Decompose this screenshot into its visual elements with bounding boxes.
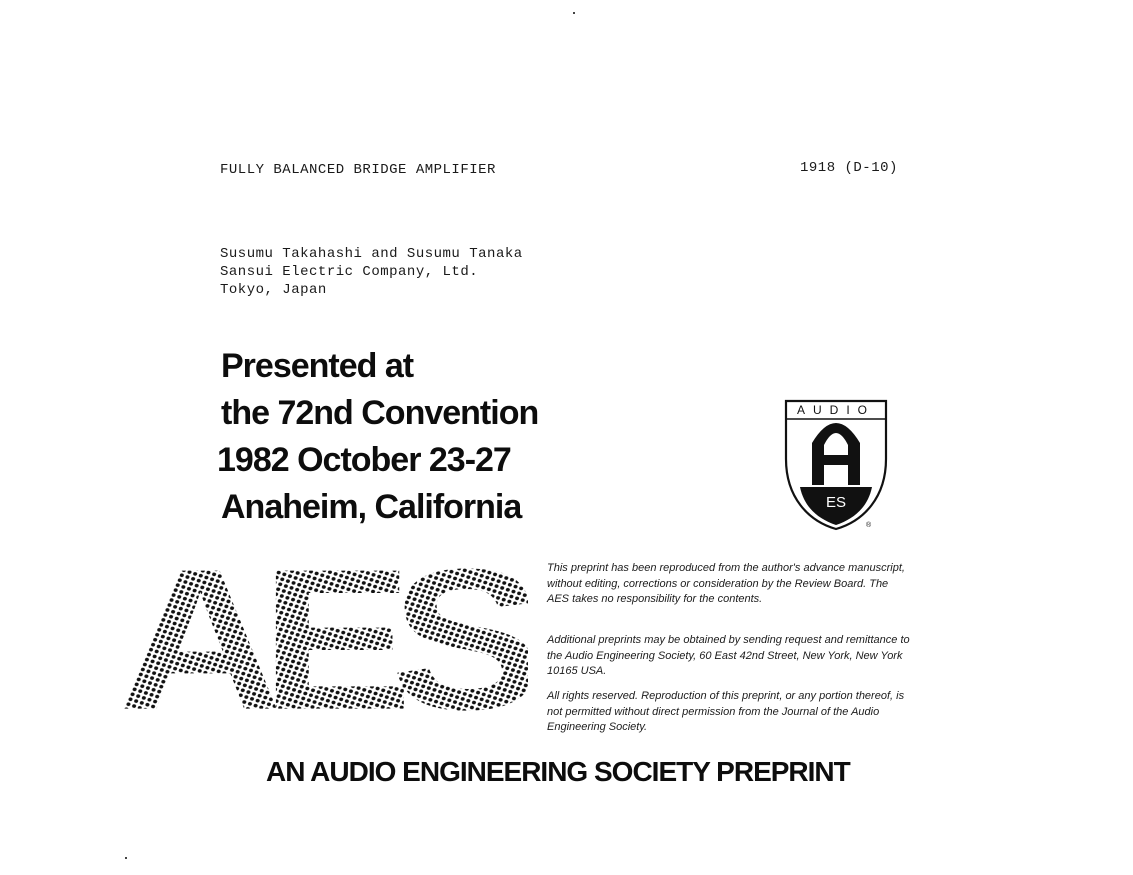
paper-title: FULLY BALANCED BRIDGE AMPLIFIER [220, 162, 496, 178]
author-names: Susumu Takahashi and Susumu Tanaka [220, 246, 523, 262]
registered-mark: ® [866, 522, 872, 529]
aes-shield-logo [782, 399, 894, 533]
scan-speck [573, 12, 575, 14]
logo-bottom-text: ES [825, 494, 847, 511]
convention-line-presented: Presented at [221, 347, 414, 385]
convention-line-date: 1982 October 23-27 [217, 441, 511, 479]
aes-halftone-mark [118, 552, 528, 737]
author-company: Sansui Electric Company, Ltd. [220, 264, 479, 280]
convention-line-number: the 72nd Convention [221, 394, 539, 432]
footer-banner: AN AUDIO ENGINEERING SOCIETY PREPRINT [266, 756, 850, 787]
logo-top-text: AUDIO [796, 403, 876, 417]
aes-big-letters: AES [118, 552, 521, 737]
convention-line-location: Anaheim, California [221, 488, 522, 526]
preprint-number: 1918 (D-10) [800, 160, 898, 176]
disclaimer-reproduction: This preprint has been reproduced from the author's advance manuscript, without editing, corrections or consideration by the Review Board. The AES takes no responsibility for the contents. [547, 562, 905, 605]
disclaimer-rights: All rights reserved. Reproduction of this preprint, or any portion thereof, is not permitted without direct permission from the Journal of the Audio Engineering Society. [547, 690, 905, 733]
scan-speck [125, 857, 127, 859]
author-city: Tokyo, Japan [220, 282, 327, 298]
disclaimer-ordering: Additional preprints may be obtained by sending request and remittance to the Audio Engineering Society, 60 East 42nd Street, New York, New York 10165 USA. [547, 634, 910, 677]
